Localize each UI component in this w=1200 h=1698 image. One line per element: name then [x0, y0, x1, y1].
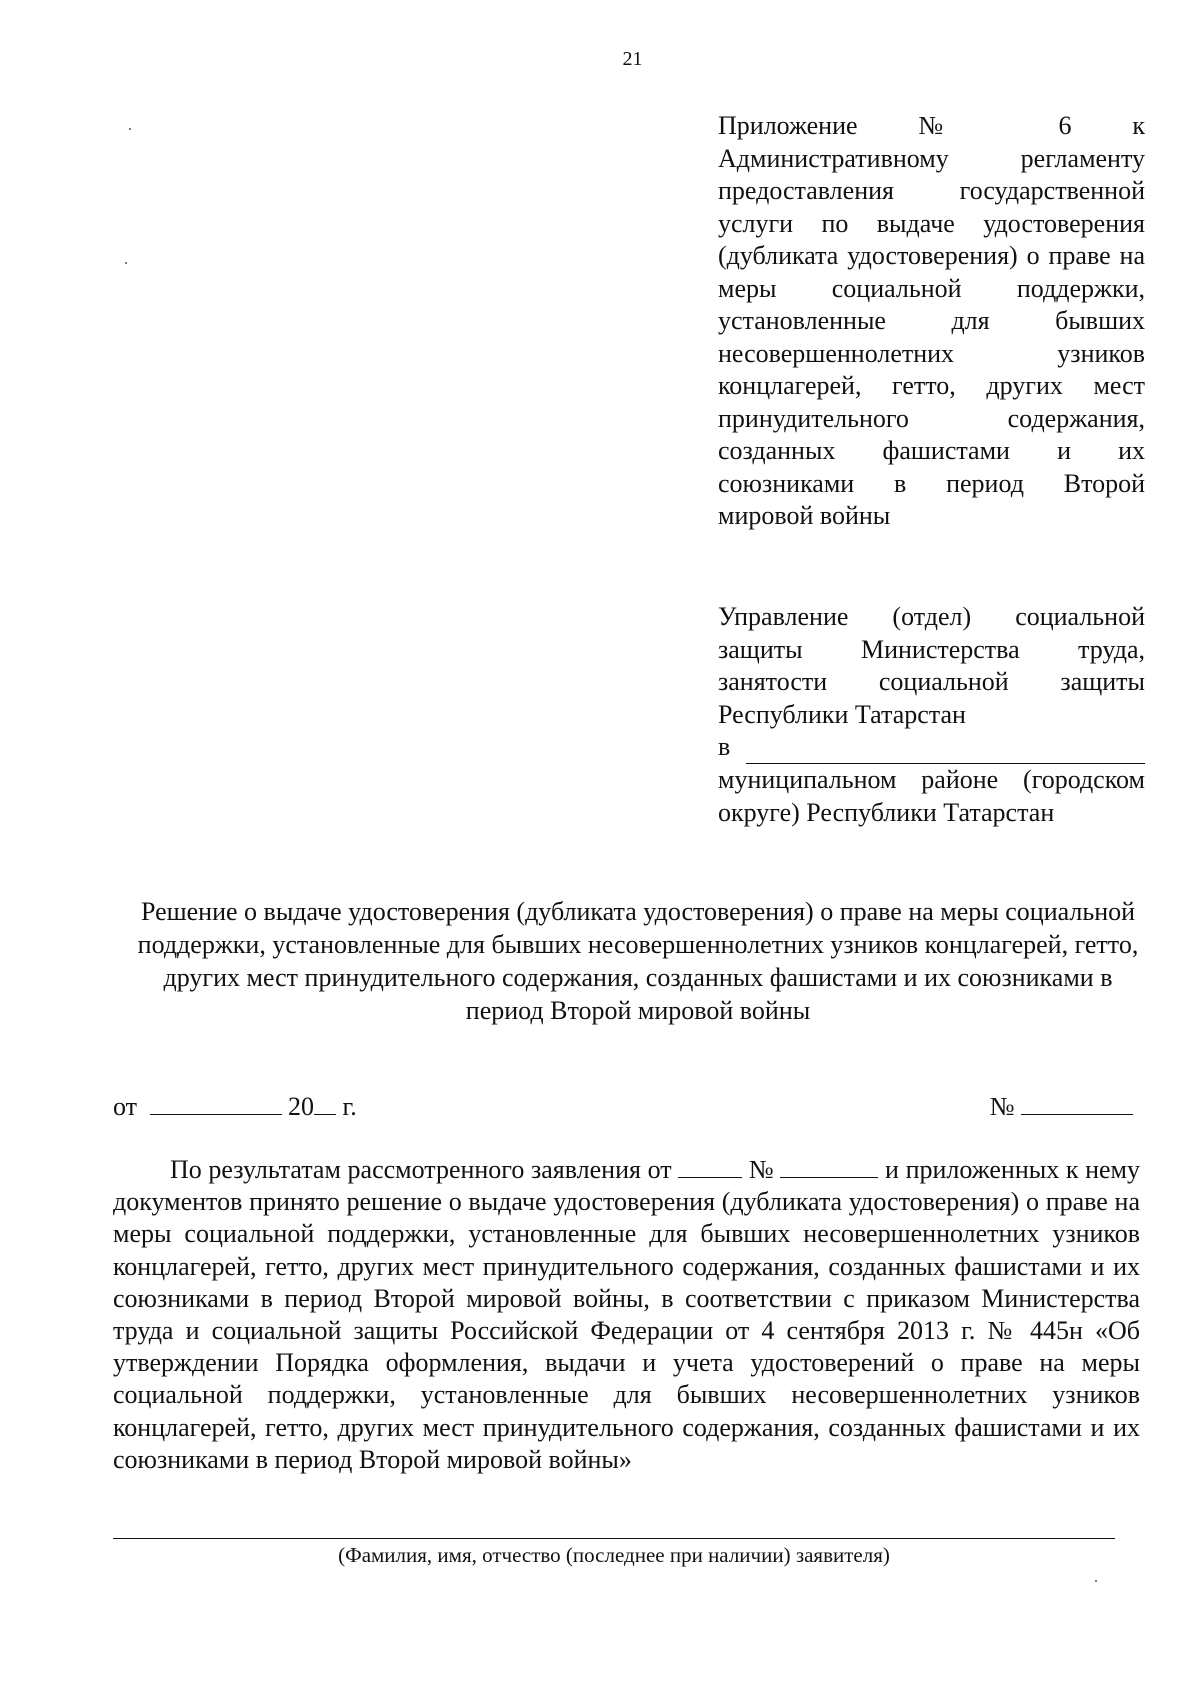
document-title: Решение о выдаче удостоверения (дубликата удостоверения) о праве на меры социальной поддержки, установленные для бывших несовершеннолетних узников концлагерей, гетто, других мест принудительного содержания, созданных фашистами и их союзниками в период Второй мировой войны — [137, 897, 1139, 1025]
district-prefix: в — [718, 732, 731, 762]
decision-text — [113, 1154, 1140, 1476]
appendix-note: Приложение № 6 к Административному регламенту предоставления государственной услуги по выдаче удостоверения (дубликата удостоверения) о праве на меры социальной поддержки, установленные для бывших несовершеннолетних узников концлагерей, гетто, других мест принудительного содержания, созданных фашистами и их союзниками в период Второй мировой войны — [718, 111, 1145, 530]
page-number: 21 — [622, 48, 643, 70]
year-prefix: 20 — [288, 1092, 315, 1121]
applicant-name-line — [113, 1538, 1115, 1539]
body-number-sign: № — [748, 1155, 774, 1184]
district-line — [718, 731, 1145, 764]
district-blank — [746, 741, 1145, 764]
addressee-district: муниципальном районе (городском округе) Республики Татарстан — [718, 764, 1145, 827]
date-blank — [150, 1094, 282, 1115]
application-date-blank — [678, 1157, 742, 1178]
addressee-block — [718, 601, 1145, 829]
body-part1: По результатам рассмотренного заявления от — [170, 1155, 672, 1184]
date-field — [113, 1090, 357, 1123]
number-label: № — [989, 1092, 1015, 1121]
applicant-caption: (Фамилия, имя, отчество (последнее при наличии) заявителя) — [338, 1543, 890, 1567]
number-field — [990, 1090, 1133, 1123]
body-part2: и приложенных к нему документов принято решение о выдаче удостоверения (дубликата удостоверения) о праве на меры социальной поддержки, установленные для бывших несовершеннолетних узников концлагерей, гетто, других мест принудительного содержания, созданных фашистами и их союзниками в период Второй мировой войны, в соответствии с приказом Министерства труда и социальной защиты Российской Федерации от 4 сентября 2013 г. № 445н «Об утверждении Порядка оформления, выдачи и учета удостоверений о праве на меры социальной поддержки, установленные для бывших несовершеннолетних узников концлагерей, гетто, других мест принудительного содержания, созданных фашистами и их союзниками в период Второй мировой войны» — [113, 1155, 1140, 1474]
year-suffix: г. — [342, 1092, 357, 1121]
application-number-blank — [780, 1157, 878, 1178]
year-blank — [314, 1094, 336, 1115]
scan-speck — [129, 128, 131, 130]
addressee-department: Управление (отдел) социальной защиты Министерства труда, занятости социальной защиты Республики Татарстан — [718, 602, 1145, 729]
scan-speck — [1095, 1580, 1097, 1582]
from-label: от — [113, 1092, 138, 1121]
number-blank — [1021, 1094, 1133, 1115]
scan-speck — [125, 262, 127, 264]
